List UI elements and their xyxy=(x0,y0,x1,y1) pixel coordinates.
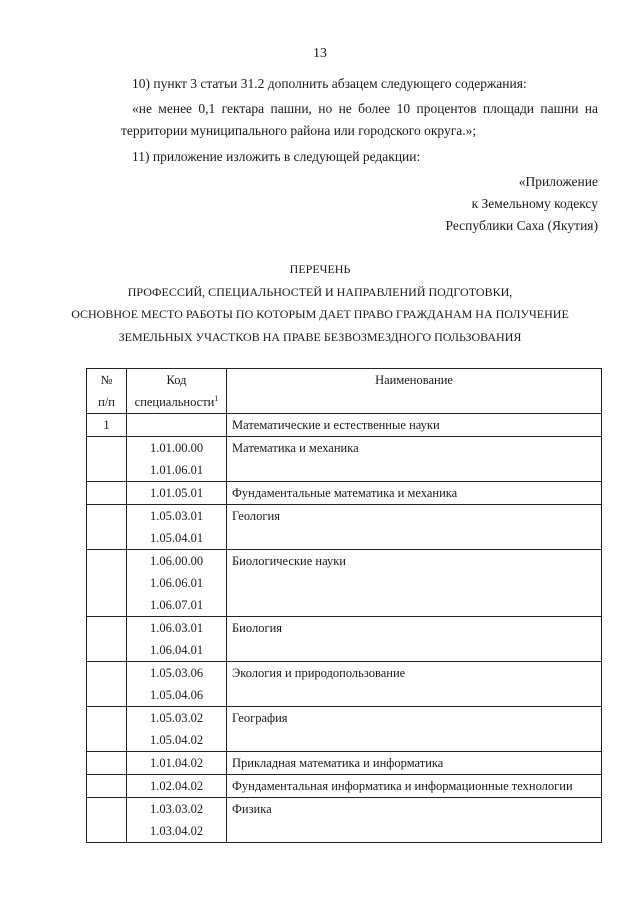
row-name: Математические и естественные науки xyxy=(227,414,602,437)
table-header-row xyxy=(87,369,602,414)
specialty-code: 1.05.04.06 xyxy=(149,688,204,702)
row-number xyxy=(87,437,127,482)
specialty-code xyxy=(132,414,221,436)
row-codes xyxy=(127,775,227,798)
header-number-line-2: п/п xyxy=(98,395,115,409)
specialty-code: 1.06.00.00 xyxy=(149,554,204,568)
row-number xyxy=(87,752,127,775)
appendix-line-1: «Приложение xyxy=(518,174,598,189)
table-row xyxy=(87,662,602,707)
row-name: Фундаментальная информатика и информационные технологии xyxy=(227,775,602,798)
row-number xyxy=(87,662,127,707)
specialty-code: 1.06.04.01 xyxy=(149,643,204,657)
row-number xyxy=(87,707,127,752)
specialty-code: 1.05.03.02 xyxy=(149,711,204,725)
row-codes xyxy=(127,617,227,662)
specialty-code: 1.03.03.02 xyxy=(149,802,204,816)
table-row xyxy=(87,437,602,482)
title-line-3: ЗЕМЕЛЬНЫХ УЧАСТКОВ НА ПРАВЕ БЕЗВОЗМЕЗДНОГО ПОЛЬЗОВАНИЯ xyxy=(118,329,522,344)
professions-table xyxy=(86,368,602,843)
row-name: Прикладная математика и информатика xyxy=(227,752,602,775)
document-title xyxy=(0,258,640,348)
specialty-code: 1.01.06.01 xyxy=(149,463,204,477)
footnote-marker: 1 xyxy=(214,393,219,403)
paragraph-item-11: 11) приложение изложить в следующей редакции: xyxy=(132,149,421,164)
page-number: 13 xyxy=(313,46,327,61)
quote-line-2: территории муниципального района или городского округа.»; xyxy=(121,123,477,138)
row-number xyxy=(87,505,127,550)
row-name: География xyxy=(227,707,602,752)
header-name: Наименование xyxy=(227,369,602,414)
table-row xyxy=(87,617,602,662)
specialty-code: 1.01.05.01 xyxy=(149,486,204,500)
paragraph-item-10: 10) пункт 3 статьи 31.2 дополнить абзацем следующего содержания: xyxy=(132,76,527,91)
specialty-code: 1.01.04.02 xyxy=(149,756,204,770)
row-codes xyxy=(127,662,227,707)
table-row xyxy=(87,775,602,798)
specialty-code: 1.05.04.02 xyxy=(149,733,204,747)
row-number xyxy=(87,775,127,798)
header-code-label: специальности xyxy=(134,395,215,409)
row-number: 1 xyxy=(87,414,127,437)
table-row xyxy=(87,414,602,437)
row-number xyxy=(87,798,127,843)
row-name: Экология и природопользование xyxy=(227,662,602,707)
table-row xyxy=(87,482,602,505)
appendix-line-2: к Земельному кодексу xyxy=(471,196,598,211)
specialty-code: 1.03.04.02 xyxy=(149,824,204,838)
row-name: Математика и механика xyxy=(227,437,602,482)
title-heading: ПЕРЕЧЕНЬ xyxy=(289,262,351,276)
header-number-line-1: № xyxy=(100,373,113,387)
quote-line-1: «не менее 0,1 гектара пашни, но не более 10 процентов площади пашни на xyxy=(132,101,598,116)
row-number xyxy=(87,482,127,505)
row-name: Фундаментальные математика и механика xyxy=(227,482,602,505)
specialty-code: 1.06.07.01 xyxy=(149,598,204,612)
specialty-code: 1.05.04.01 xyxy=(149,531,204,545)
row-name: Геология xyxy=(227,505,602,550)
row-codes xyxy=(127,550,227,617)
row-number xyxy=(87,617,127,662)
row-codes xyxy=(127,482,227,505)
row-codes xyxy=(127,505,227,550)
specialty-code: 1.01.00.00 xyxy=(149,441,204,455)
appendix-line-3: Республики Саха (Якутия) xyxy=(445,218,598,233)
specialty-code: 1.05.03.01 xyxy=(149,509,204,523)
row-codes xyxy=(127,707,227,752)
row-name: Биология xyxy=(227,617,602,662)
specialty-code: 1.02.04.02 xyxy=(149,779,204,793)
specialty-code: 1.05.03.06 xyxy=(149,666,204,680)
row-name: Физика xyxy=(227,798,602,843)
specialty-code: 1.06.03.01 xyxy=(149,621,204,635)
header-code-line-1: Код xyxy=(166,373,187,387)
appendix-heading xyxy=(446,171,598,237)
row-codes xyxy=(127,437,227,482)
row-codes xyxy=(127,798,227,843)
title-line-1: ПРОФЕССИЙ, СПЕЦИАЛЬНОСТЕЙ И НАПРАВЛЕНИЙ ПОДГОТОВКИ, xyxy=(127,284,513,299)
table-row xyxy=(87,505,602,550)
row-name: Биологические науки xyxy=(227,550,602,617)
title-line-2: ОСНОВНОЕ МЕСТО РАБОТЫ ПО КОТОРЫМ ДАЕТ ПРАВО ГРАЖДАНАМ НА ПОЛУЧЕНИЕ xyxy=(71,307,569,321)
specialty-code: 1.06.06.01 xyxy=(149,576,204,590)
row-codes xyxy=(127,752,227,775)
row-number xyxy=(87,550,127,617)
header-number xyxy=(87,369,127,414)
table-row xyxy=(87,752,602,775)
table-row xyxy=(87,550,602,617)
table-row xyxy=(87,798,602,843)
header-code xyxy=(127,369,227,414)
header-code-line-2 xyxy=(132,391,221,413)
table-row xyxy=(87,707,602,752)
row-codes xyxy=(127,414,227,437)
